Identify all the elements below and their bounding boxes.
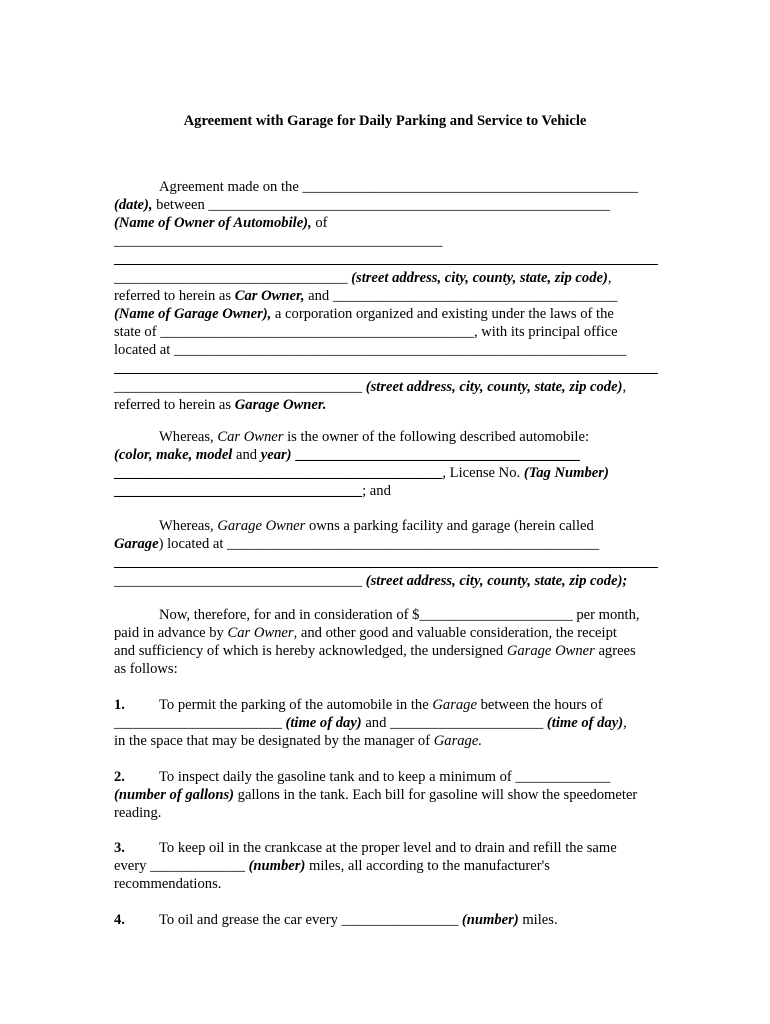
consideration-text: Now, therefore, for and in consideration of $ [159, 607, 420, 623]
owner-of-text: is the owner of the following described automobile: [283, 429, 590, 445]
clause-text: To oil and grease the car every [159, 912, 342, 928]
garage-owner-name-blank[interactable]: _______________________________________ [332, 288, 618, 304]
comma: , [623, 715, 627, 731]
intro-line-3 [114, 214, 658, 232]
clause-text: recommendations. [114, 876, 222, 892]
time-of-day-label: (time of day) [543, 715, 624, 731]
comma: , [607, 270, 612, 286]
clause-number: 4. [114, 912, 125, 928]
agrees-text: agrees [594, 643, 636, 659]
intro-line-12 [114, 378, 658, 396]
clause3-line-2 [114, 857, 658, 875]
clause-text: between the hours of [476, 697, 603, 713]
whereas1-line-2 [114, 446, 658, 464]
number-label: (number) [458, 912, 519, 928]
whereas2-line-1 [114, 517, 658, 535]
every-text: every [114, 858, 151, 874]
whereas1-line-1 [114, 428, 658, 446]
now-line-1 [114, 606, 658, 624]
intro-line-13 [114, 396, 658, 414]
clause-text: To permit the parking of the automobile in the [159, 697, 433, 713]
comma: , [622, 379, 627, 395]
office-address-blank-2[interactable]: __________________________________ [114, 379, 363, 395]
oil-miles-blank[interactable]: _____________ [150, 858, 245, 874]
license-text: , License No. [442, 465, 524, 481]
intro-line-1 [114, 178, 658, 196]
clause1-line-2 [114, 714, 658, 732]
clause-2 [114, 768, 658, 822]
owner-name-blank[interactable]: _______________________________________________________ [208, 197, 610, 213]
garage-term: Garage. [433, 733, 482, 749]
garage-term: Garage [432, 697, 477, 713]
car-owner-term: Car Owner [227, 625, 294, 641]
clause-text: miles, all according to the manufacturer's [305, 858, 550, 874]
state-text: state of [114, 324, 161, 340]
whereas1-line-3 [114, 464, 658, 482]
document-title: Agreement with Garage for Daily Parking and Service to Vehicle [183, 113, 587, 129]
and-text: and [304, 288, 333, 304]
clause-number: 1. [114, 697, 125, 713]
whereas2-line-4 [114, 572, 658, 590]
monthly-amount-blank[interactable]: _____________________ [419, 607, 573, 623]
receipt-text: , and other good and valuable consideration, the receipt [293, 625, 617, 641]
color-make-model-label: (color, make, model [114, 447, 233, 463]
garage-address-label: (street address, city, county, state, zip code); [362, 573, 628, 589]
clause-text: To inspect daily the gasoline tank and to keep a minimum of [159, 769, 516, 785]
clause-text: To keep oil in the crankcase at the proper level and to drain and refill the same [159, 840, 617, 856]
located-text: ) located at [158, 536, 228, 552]
whereas1-line-4 [114, 482, 658, 500]
gallons-blank[interactable]: _____________ [515, 769, 611, 785]
intro-line-2 [114, 196, 658, 214]
time-of-day-label: (time of day) [281, 715, 362, 731]
garage-owner-term: Garage Owner [506, 643, 595, 659]
of-text: of [311, 215, 328, 231]
clause-text: gallons in the tank. Each bill for gasoline will show the speedometer [234, 787, 638, 803]
whereas-text: Whereas, [159, 518, 218, 534]
owner-address-rule[interactable] [114, 250, 658, 265]
clause2-line-1 [114, 768, 658, 786]
now-line-2 [114, 624, 658, 642]
now-line-4 [114, 660, 658, 678]
owner-name-label: (Name of Owner of Automobile), [114, 215, 312, 231]
clause-1 [114, 696, 658, 750]
and-text: ; and [362, 483, 391, 499]
principal-office-text: , with its principal office [473, 324, 618, 340]
clause4-line-1 [114, 911, 658, 929]
owns-facility-text: owns a parking facility and garage (herein called [305, 518, 594, 534]
office-address-label: (street address, city, county, state, zip code) [362, 379, 623, 395]
clause-number: 2. [114, 769, 125, 785]
referred-text: referred to herein as [114, 397, 235, 413]
office-address-rule[interactable] [114, 359, 658, 374]
year-label: year) [260, 447, 292, 463]
per-month-text: per month, [572, 607, 640, 623]
garage-term: Garage [114, 536, 159, 552]
clause2-line-2 [114, 786, 658, 804]
number-label: (number) [244, 858, 306, 874]
car-owner-term: Car Owner [217, 429, 284, 445]
whereas-text: Whereas, [159, 429, 218, 445]
clause-text: in the space that may be designated by the manager of [114, 733, 434, 749]
now-line-3 [114, 642, 658, 660]
tag-number-label: (Tag Number) [523, 465, 609, 481]
clause1-line-1 [114, 696, 658, 714]
clause-text: miles. [518, 912, 558, 928]
intro-line-10 [114, 341, 658, 359]
vehicle-description-blank-1[interactable]: _______________________________________ [295, 447, 580, 463]
garage-address-blank-2[interactable]: __________________________________ [114, 573, 363, 589]
owner-address-blank-1[interactable]: _____________________________________________ [114, 233, 443, 249]
garage-owner-name-label: (Name of Garage Owner), [114, 306, 272, 322]
clause3-line-3 [114, 875, 658, 893]
intro-paragraph [114, 178, 658, 414]
whereas-automobile-paragraph [114, 428, 658, 500]
vehicle-description-blank-2[interactable]: _____________________________________________ [114, 465, 443, 481]
garage-address-blank-1[interactable]: ___________________________________________________ [227, 536, 600, 552]
as-follows-text: as follows: [114, 661, 178, 677]
and-text: and [232, 447, 261, 463]
intro-line-9 [114, 323, 658, 341]
owner-address-label: (street address, city, county, state, zip code) [347, 270, 608, 286]
intro-line-7 [114, 287, 658, 305]
start-time-blank[interactable]: _______________________ [114, 715, 282, 731]
end-time-blank[interactable]: _____________________ [390, 715, 544, 731]
clause2-line-3 [114, 804, 658, 822]
tag-number-blank[interactable]: __________________________________ [114, 483, 363, 499]
garage-owner-term: Garage Owner. [234, 397, 327, 413]
paid-text: paid in advance by [114, 625, 228, 641]
intro-text: Agreement made on the [159, 179, 303, 195]
whereas2-line-2 [114, 535, 658, 553]
clause-3 [114, 839, 658, 893]
clause3-line-1 [114, 839, 658, 857]
clause-4 [114, 911, 658, 929]
and-text: and [361, 715, 391, 731]
referred-text: referred to herein as [114, 288, 235, 304]
state-blank[interactable]: ___________________________________________ [160, 324, 474, 340]
intro-line-8 [114, 305, 658, 323]
located-text: located at [114, 342, 174, 358]
number-of-gallons-label: (number of gallons) [114, 787, 235, 803]
car-owner-term: Car Owner, [234, 288, 305, 304]
owner-address-blank-2[interactable]: ________________________________ [114, 270, 348, 286]
clause-number: 3. [114, 840, 125, 856]
whereas-garage-paragraph [114, 517, 658, 590]
clause1-line-3 [114, 732, 658, 750]
sufficiency-text: and sufficiency of which is hereby acknowledged, the undersigned [114, 643, 507, 659]
office-address-blank-1[interactable]: ______________________________________________________________ [173, 342, 627, 358]
date-blank[interactable]: ______________________________________________ [302, 179, 639, 195]
garage-address-rule[interactable] [114, 553, 658, 568]
between-text: between [152, 197, 209, 213]
garage-owner-term: Garage Owner [217, 518, 306, 534]
intro-line-6 [114, 269, 658, 287]
intro-line-4 [114, 232, 658, 250]
grease-miles-blank[interactable]: ________________ [341, 912, 459, 928]
corporation-text: a corporation organized and existing under the laws of the [271, 306, 614, 322]
consideration-paragraph [114, 606, 658, 678]
date-label: (date), [114, 197, 153, 213]
clause-text: reading. [114, 805, 162, 821]
